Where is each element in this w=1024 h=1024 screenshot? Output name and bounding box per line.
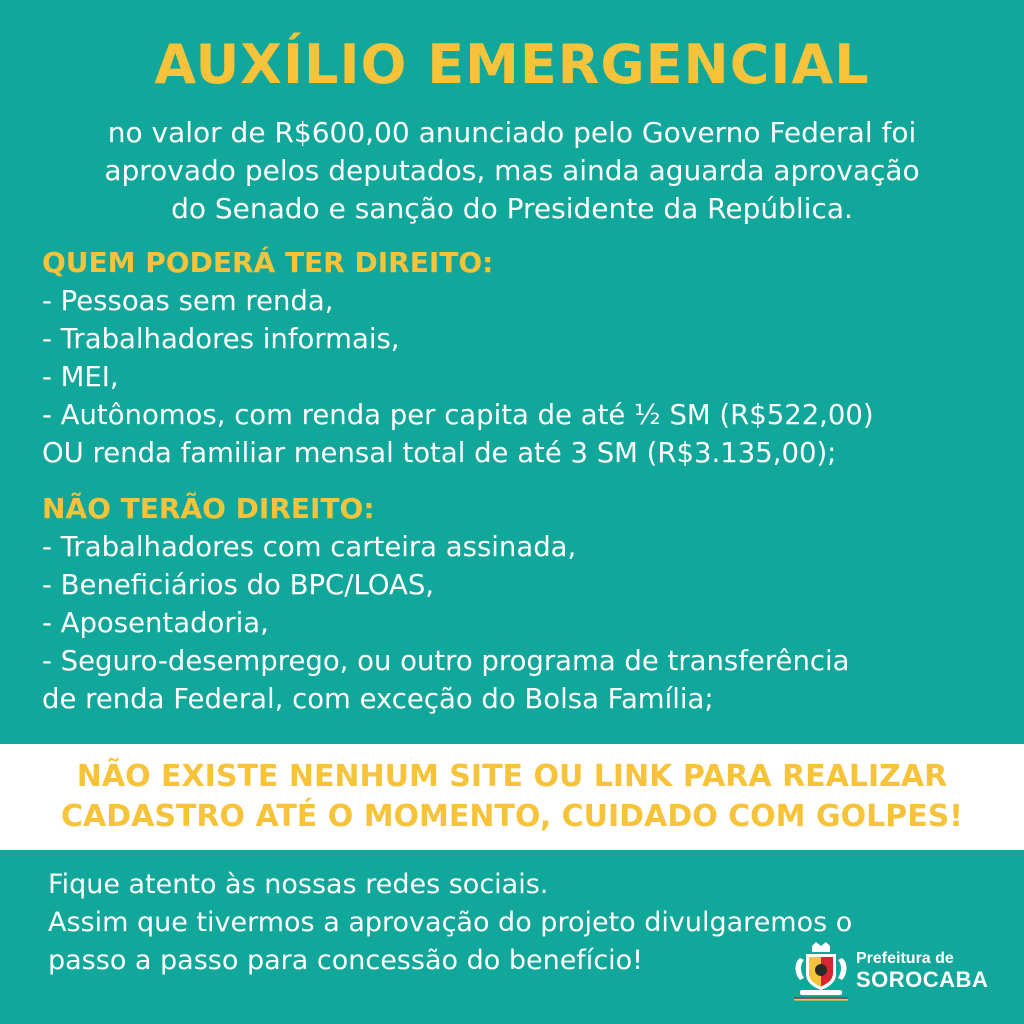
eligible-item: - Autônomos, com renda per capita de até ½ SM (R$522,00) [42, 399, 874, 431]
not-eligible-item: - Seguro-desemprego, ou outro programa de transferência [42, 645, 850, 677]
page-title: AUXÍLIO EMERGENCIAL [154, 33, 870, 96]
logo-line: Prefeitura de [856, 950, 954, 967]
eligible-item: - MEI, [42, 361, 119, 393]
not-eligible-item: - Trabalhadores com carteira assinada, [42, 531, 577, 563]
not-eligible-section [42, 490, 1012, 718]
intro-line: do Senado e sanção do Presidente da República. [171, 192, 853, 225]
intro-line: aprovado pelos deputados, mas ainda aguarda aprovação [104, 154, 920, 187]
eligible-item: - Trabalhadores informais, [42, 323, 400, 355]
warning-line: NÃO EXISTE NENHUM SITE OU LINK PARA REALIZAR [76, 759, 948, 794]
eligible-section [42, 244, 1012, 472]
city-crest-icon [792, 940, 850, 1002]
not-eligible-heading: NÃO TERÃO DIREITO: [42, 492, 375, 525]
eligible-heading: QUEM PODERÁ TER DIREITO: [42, 246, 494, 279]
intro-paragraph [20, 114, 1004, 228]
warning-line: CADASTRO ATÉ O MOMENTO, CUIDADO COM GOLPES! [60, 799, 963, 834]
footer-line: Fique atento às nossas redes sociais. [48, 869, 549, 900]
logo-line: SOROCABA [856, 967, 989, 992]
not-eligible-item: de renda Federal, com exceção do Bolsa Família; [42, 683, 714, 715]
not-eligible-item: - Beneficiários do BPC/LOAS, [42, 569, 435, 601]
prefeitura-logo [792, 940, 988, 1004]
footer-line: passo a passo para concessão do benefício! [48, 945, 644, 976]
footer-line: Assim que tivermos a aprovação do projeto divulgaremos o [48, 907, 853, 938]
warning-banner [0, 744, 1024, 850]
eligible-item: - Pessoas sem renda, [42, 285, 334, 317]
not-eligible-item: - Aposentadoria, [42, 607, 269, 639]
intro-line: no valor de R$600,00 anunciado pelo Governo Federal foi [107, 116, 917, 149]
eligible-item: OU renda familiar mensal total de até 3 SM (R$3.135,00); [42, 437, 837, 469]
logo-text [856, 950, 988, 992]
